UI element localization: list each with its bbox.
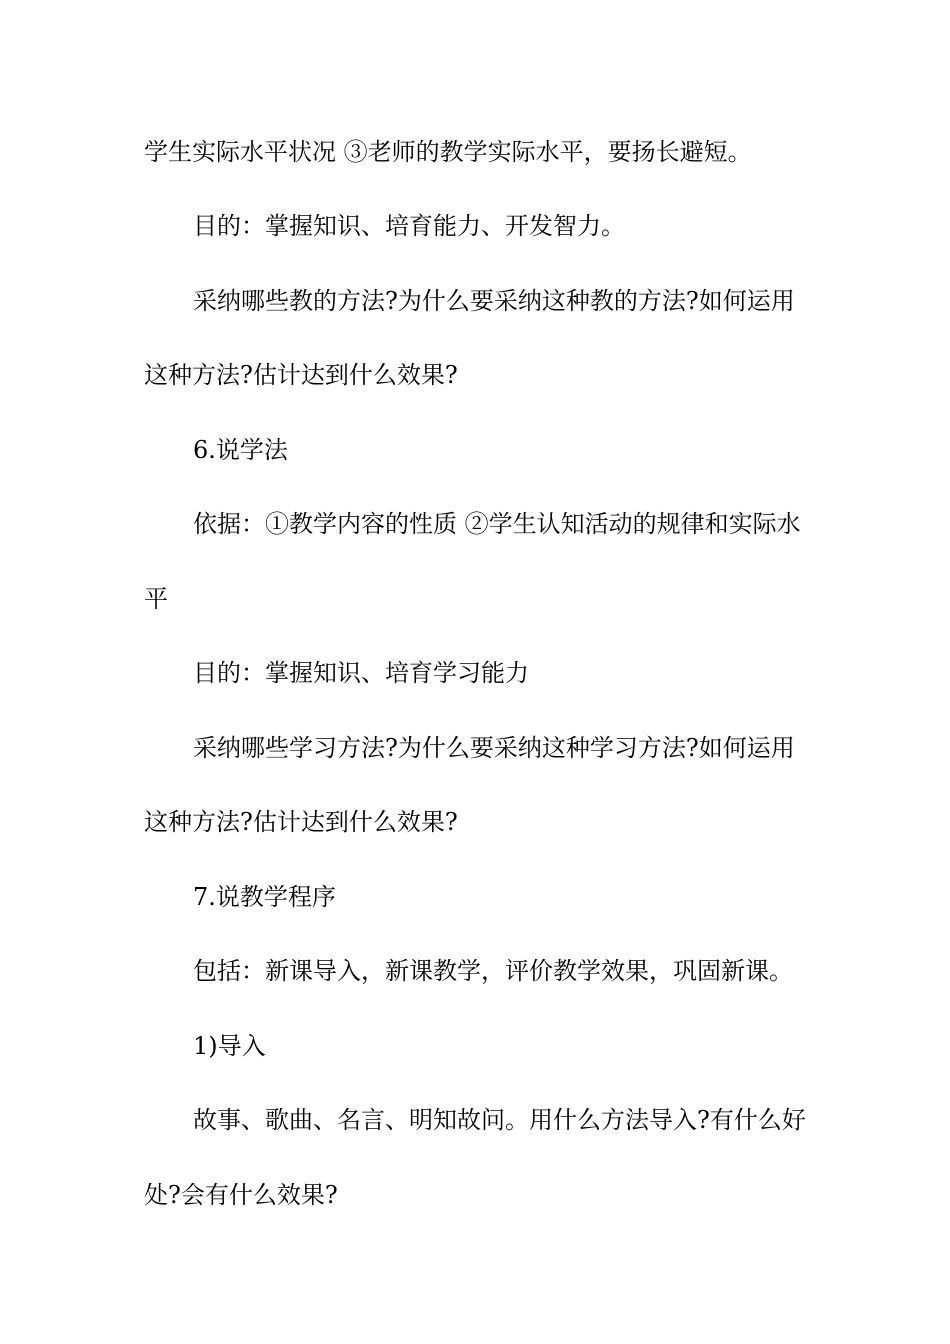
subsection-heading: 1)导入 (193, 1032, 266, 1060)
section-heading: 7.说教学程序 (193, 883, 336, 911)
section-heading: 6.说学法 (193, 436, 288, 464)
text-line: 学生实际水平状况 ③老师的教学实际水平，要扬长避短。 (144, 138, 752, 166)
text-line: 包括：新课导入，新课教学，评价教学效果，巩固新课。 (193, 957, 793, 985)
text-line: 处?会有什么效果? (144, 1181, 338, 1209)
text-line: 故事、歌曲、名言、明知故问。用什么方法导入?有什么好 (193, 1106, 806, 1134)
text-line: 这种方法?估计达到什么效果? (144, 361, 458, 389)
text-line: 目的：掌握知识、培育能力、开发智力。 (193, 212, 625, 240)
text-line: 依据：①教学内容的性质 ②学生认知活动的规律和实际水 (193, 510, 801, 538)
text-line: 平 (144, 585, 168, 613)
text-line: 这种方法?估计达到什么效果? (144, 808, 458, 836)
text-line: 目的：掌握知识、培育学习能力 (193, 659, 529, 687)
text-line: 采纳哪些学习方法?为什么要采纳这种学习方法?如何运用 (193, 734, 795, 762)
text-line: 采纳哪些教的方法?为什么要采纳这种教的方法?如何运用 (193, 287, 795, 315)
